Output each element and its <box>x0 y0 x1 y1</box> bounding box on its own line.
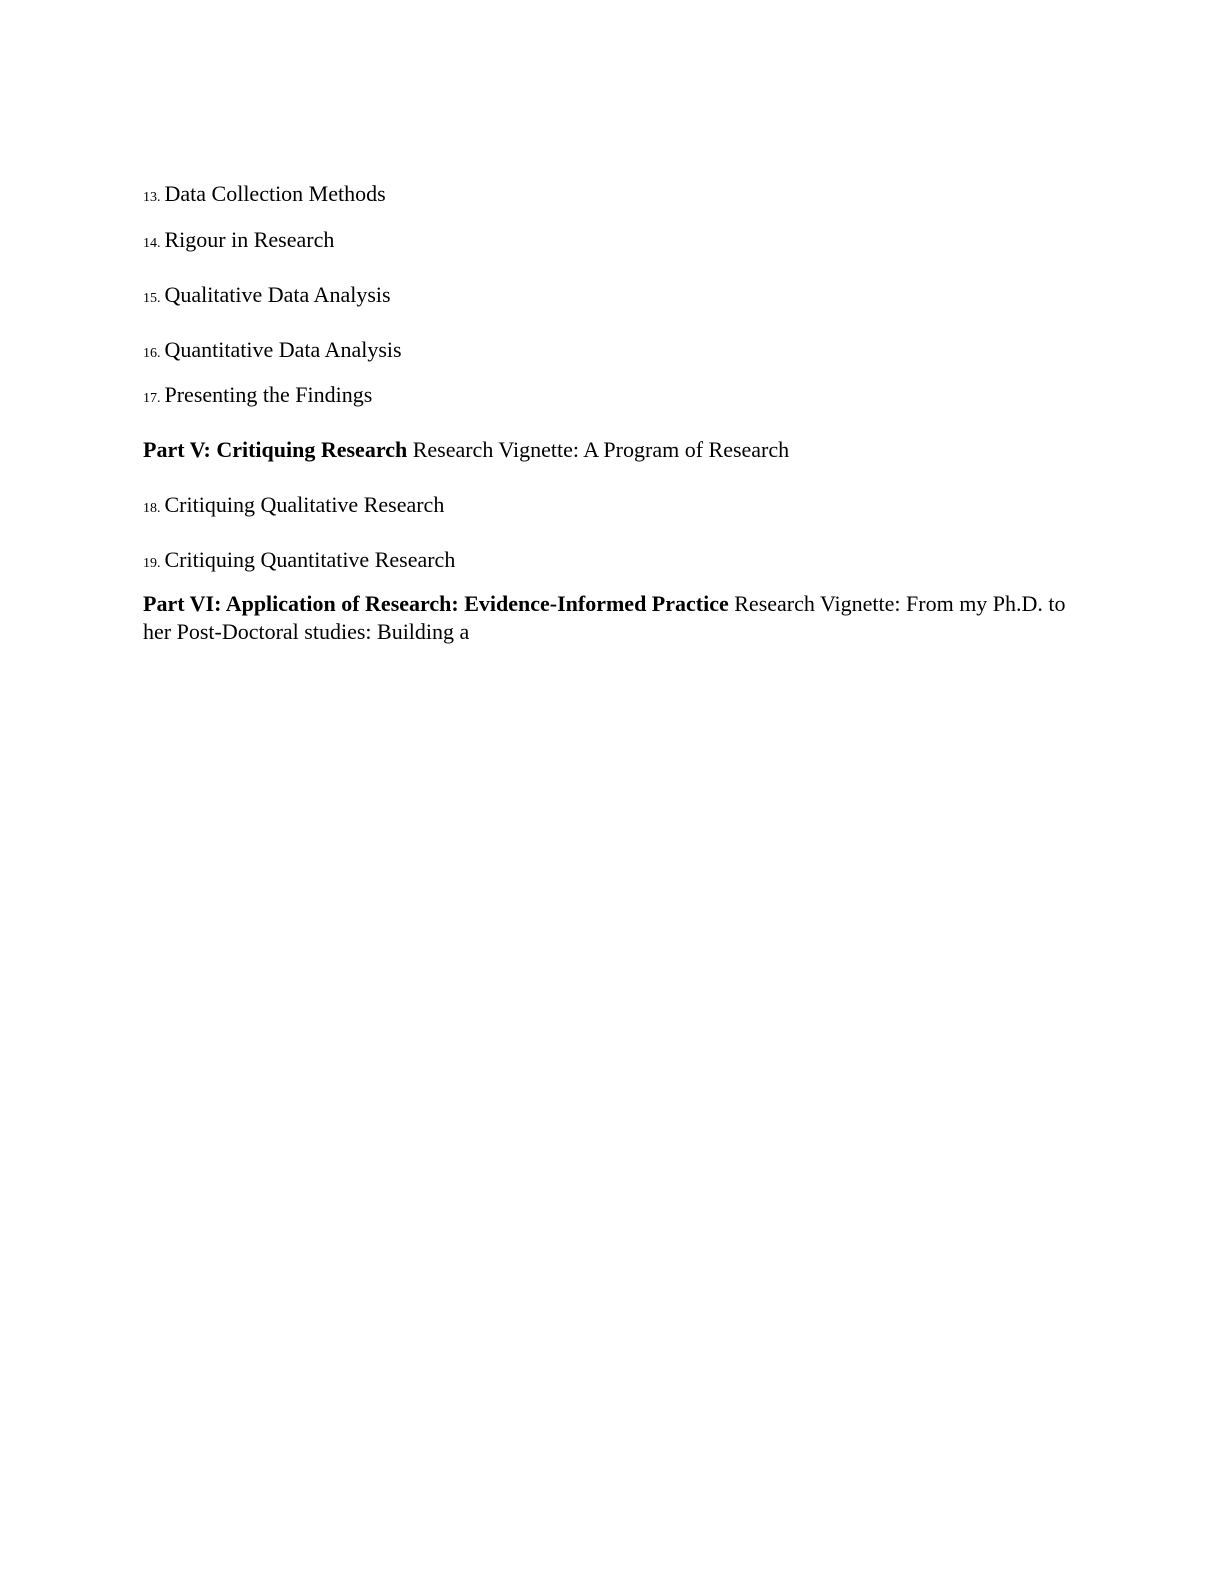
toc-entry-15[interactable] <box>143 281 391 313</box>
toc-entry-title: Critiquing Quantitative Research <box>164 547 456 572</box>
toc-entry-title: Qualitative Data Analysis <box>164 282 391 307</box>
toc-entry-13[interactable] <box>143 180 386 212</box>
toc-entry-number: 19. <box>143 556 161 571</box>
toc-entry-number: 13. <box>143 190 161 205</box>
toc-entry-title: Quantitative Data Analysis <box>164 337 402 362</box>
part-heading-v[interactable] <box>143 436 1083 464</box>
toc-entry-number: 16. <box>143 346 161 361</box>
toc-entry-title: Rigour in Research <box>164 227 335 252</box>
toc-entry-number: 15. <box>143 291 161 306</box>
toc-entry-title: Data Collection Methods <box>164 181 386 206</box>
toc-entry-number: 18. <box>143 501 161 516</box>
part-vignette: Research Vignette: A Program of Research <box>412 437 790 462</box>
part-heading-vi[interactable] <box>143 590 1083 646</box>
toc-entry-17[interactable] <box>143 381 372 413</box>
toc-entry-number: 17. <box>143 391 161 406</box>
toc-entry-title: Presenting the Findings <box>164 382 373 407</box>
toc-entry-19[interactable] <box>143 546 455 578</box>
toc-entry-16[interactable] <box>143 336 402 368</box>
toc-entry-title: Critiquing Qualitative Research <box>164 492 445 517</box>
toc-entry-18[interactable] <box>143 491 444 523</box>
part-title: Part V: Critiquing Research <box>143 437 408 462</box>
toc-entry-number: 14. <box>143 236 161 251</box>
part-vignette: Research Vignette: From my Ph.D. to her Post-Doctoral studies: Building a <box>143 591 1066 644</box>
part-title: Part VI: Application of Research: Evidence-Informed Practice <box>143 591 729 616</box>
toc-entry-14[interactable] <box>143 226 334 258</box>
